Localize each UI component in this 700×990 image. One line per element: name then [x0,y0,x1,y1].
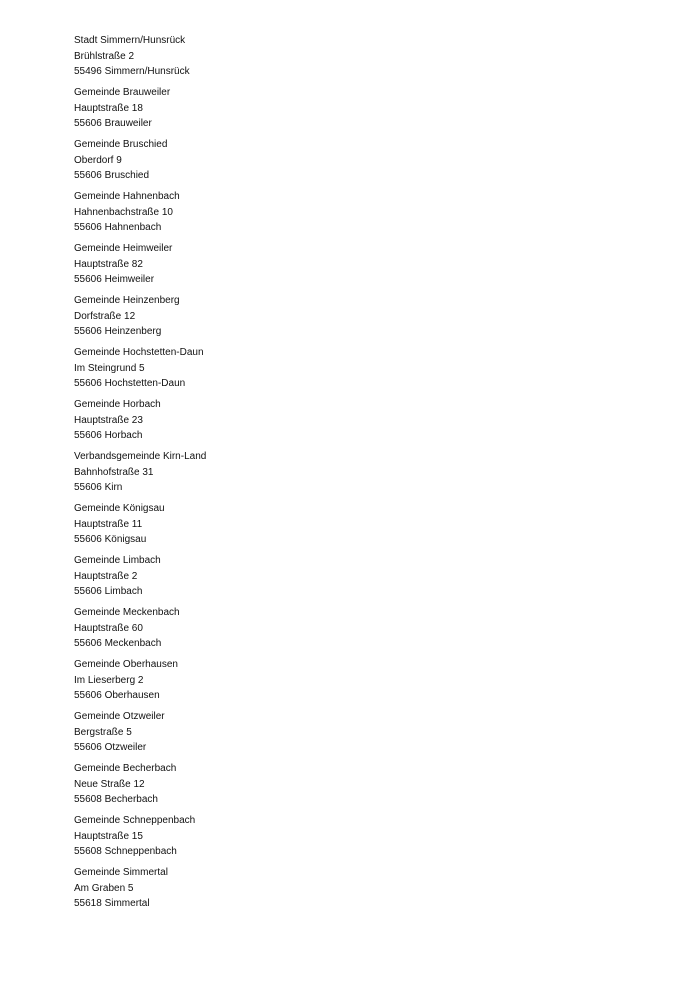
entry-city: 55496 Simmern/Hunsrück [74,66,190,77]
entry-name: Gemeinde Horbach [74,399,161,410]
address-entry [74,761,634,808]
entry-name: Gemeinde Brauweiler [74,87,171,98]
entry-street: Hauptstraße 15 [74,830,143,842]
entry-city: 55608 Becherbach [74,794,158,805]
address-entry [74,813,634,860]
address-entry [74,293,634,340]
entry-city: 55606 Heimweiler [74,274,155,285]
entry-city: 55606 Königsau [74,534,147,545]
entry-street: Bahnhofstraße 31 [74,466,154,478]
entry-street: Dorfstraße 12 [74,310,136,322]
entry-street: Hauptstraße 18 [74,102,143,114]
address-entry [74,397,634,444]
entry-city: 55606 Heinzenberg [74,326,162,337]
entry-city: 55606 Otzweiler [74,742,147,753]
entry-name: Gemeinde Schneppenbach [74,815,196,826]
entry-name: Gemeinde Oberhausen [74,659,178,670]
entry-name: Gemeinde Bruschied [74,139,168,150]
address-entry [74,657,634,704]
entry-city: 55606 Bruschied [74,170,150,181]
entry-city: 55606 Brauweiler [74,118,152,129]
entry-city: 55606 Horbach [74,430,143,441]
entry-name: Gemeinde Königsau [74,503,165,514]
entry-name: Stadt Simmern/Hunsrück [74,35,186,46]
entry-name: Gemeinde Meckenbach [74,607,180,618]
address-entry [74,605,634,652]
address-entry [74,501,634,548]
entry-street: Im Lieserberg 2 [74,674,144,686]
address-entry [74,241,634,288]
entry-city: 55606 Limbach [74,586,143,597]
entry-name: Gemeinde Hahnenbach [74,191,180,202]
entry-street: Hahnenbachstraße 10 [74,206,173,218]
entry-name: Gemeinde Heimweiler [74,243,173,254]
address-entry [74,345,634,392]
entry-street: Brühlstraße 2 [74,50,135,62]
entry-street: Bergstraße 5 [74,726,132,738]
entry-name: Verbandsgemeinde Kirn-Land [74,451,207,462]
entry-city: 55606 Hahnenbach [74,222,162,233]
address-entry [74,137,634,184]
entry-city: 55606 Kirn [74,482,123,493]
entry-city: 55606 Oberhausen [74,690,160,701]
address-entry [74,709,634,756]
address-entry [74,85,634,132]
address-entry [74,553,634,600]
entry-name: Gemeinde Becherbach [74,763,177,774]
address-entry [74,189,634,236]
entry-street: Oberdorf 9 [74,154,122,166]
entry-street: Hauptstraße 82 [74,258,143,270]
address-entry [74,449,634,496]
entry-street: Hauptstraße 23 [74,414,143,426]
entry-name: Gemeinde Hochstetten-Daun [74,347,204,358]
entry-street: Im Steingrund 5 [74,362,145,374]
entry-city: 55608 Schneppenbach [74,846,177,857]
address-entry [74,33,634,80]
entry-street: Hauptstraße 11 [74,518,143,530]
entry-city: 55606 Hochstetten-Daun [74,378,186,389]
entry-name: Gemeinde Limbach [74,555,161,566]
entry-city: 55618 Simmertal [74,898,150,909]
entry-street: Hauptstraße 60 [74,622,143,634]
address-entry [74,865,634,912]
entry-city: 55606 Meckenbach [74,638,162,649]
entry-street: Am Graben 5 [74,882,134,894]
address-list [74,33,634,917]
entry-name: Gemeinde Simmertal [74,867,168,878]
entry-name: Gemeinde Heinzenberg [74,295,180,306]
entry-name: Gemeinde Otzweiler [74,711,165,722]
entry-street: Neue Straße 12 [74,778,145,790]
entry-street: Hauptstraße 2 [74,570,138,582]
